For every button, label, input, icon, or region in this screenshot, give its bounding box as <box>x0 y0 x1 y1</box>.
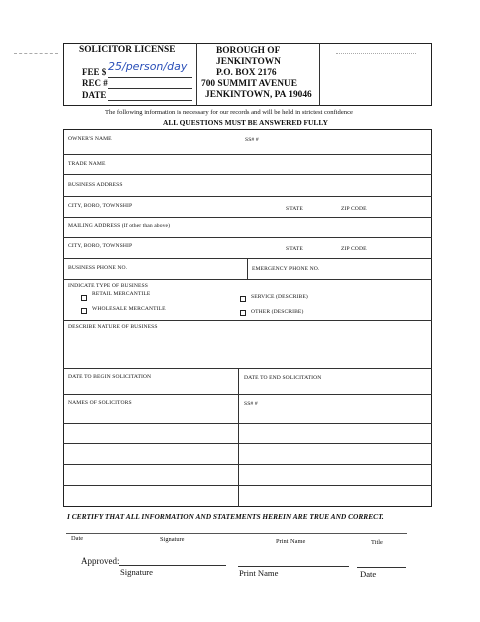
sign-row-date: Date <box>71 535 84 542</box>
rule-14 <box>63 485 432 486</box>
rule-10 <box>63 394 432 395</box>
names-solicitors-label: NAMES OF SOLICITORS <box>68 400 132 406</box>
header-divider-2 <box>319 43 320 106</box>
certify-statement: I CERTIFY THAT ALL INFORMATION AND STATEMENTS HEREIN ARE TRUE AND CORRECT. <box>67 512 384 521</box>
service-checkbox[interactable] <box>240 296 246 302</box>
sign-row-title: Title <box>371 539 383 546</box>
borough-line-5: JENKINTOWN, PA 19046 <box>205 90 312 100</box>
borough-line-2: JENKINTOWN <box>216 57 281 67</box>
rule-12 <box>63 443 432 444</box>
rule-1 <box>63 154 432 155</box>
rule-2 <box>63 174 432 175</box>
header-divider-1 <box>196 43 197 106</box>
fee-line <box>108 77 192 78</box>
borough-line-4: 700 SUMMIT AVENUE <box>201 79 298 89</box>
rule-3 <box>63 196 432 197</box>
rule-11 <box>63 423 432 424</box>
scan-mark-left <box>14 53 58 54</box>
date-end-label: DATE TO END SOLICITATION <box>244 375 322 381</box>
approved-date-label: Date <box>360 569 377 579</box>
date-divider <box>238 368 239 394</box>
mailing-address-label: MAILING ADDRESS (If other than above) <box>68 223 171 229</box>
approved-signature-label: Signature <box>120 567 153 577</box>
rule-5 <box>63 237 432 238</box>
indicate-type-label: INDICATE TYPE OF BUSINESS <box>68 283 148 289</box>
state-label-1: STATE <box>286 206 303 212</box>
ssn-label-2: SS# # <box>244 401 258 407</box>
license-title: SOLICITOR LICENSE <box>79 45 176 55</box>
rule-13 <box>63 464 432 465</box>
fee-label: FEE $ <box>82 67 107 77</box>
date-line <box>108 100 192 101</box>
other-checkbox[interactable] <box>240 310 246 316</box>
owners-name-label: OWNER'S NAME <box>68 136 112 142</box>
other-label: OTHER (DESCRIBE) <box>251 309 304 315</box>
retail-checkbox[interactable] <box>81 295 87 301</box>
business-phone-label: BUSINESS PHONE NO. <box>68 265 128 271</box>
wholesale-label: WHOLESALE MERCANTILE <box>92 306 166 312</box>
retail-label: RETAIL MERCANTILE <box>92 291 151 297</box>
borough-line-3: P.O. BOX 2176 <box>216 68 277 78</box>
city-label-1: CITY, BORO, TOWNSHIP <box>68 203 133 209</box>
date-label: DATE <box>82 90 107 100</box>
business-address-label: BUSINESS ADDRESS <box>68 182 123 188</box>
solicitors-divider <box>238 394 239 507</box>
rec-line <box>108 88 192 89</box>
rule-8 <box>63 320 432 321</box>
date-begin-label: DATE TO BEGIN SOLICITATION <box>68 374 152 380</box>
rule-4 <box>63 217 432 218</box>
trade-name-label: TRADE NAME <box>68 161 106 167</box>
approved-signature-line <box>119 565 226 566</box>
state-label-2: STATE <box>286 246 303 252</box>
approved-print-line <box>238 566 349 567</box>
service-label: SERVICE (DESCRIBE) <box>251 294 308 300</box>
sign-row-line <box>66 533 407 534</box>
rec-label: REC # <box>82 78 108 88</box>
city-label-2: CITY, BORO, TOWNSHIP <box>68 243 133 249</box>
rule-7 <box>63 279 432 280</box>
borough-line-1: BOROUGH OF <box>216 46 281 56</box>
sign-row-print-name: Print Name <box>276 538 306 545</box>
approved-print-name-label: Print Name <box>239 568 279 578</box>
approved-label: Approved: <box>81 556 120 566</box>
zip-label-2: ZIP CODE <box>341 246 367 252</box>
notice-line-2: ALL QUESTIONS MUST BE ANSWERED FULLY <box>163 118 328 127</box>
approved-date-line <box>357 567 406 568</box>
zip-label-1: ZIP CODE <box>341 206 367 212</box>
phone-divider <box>247 258 248 279</box>
ssn-label: SS# # <box>245 137 259 143</box>
fee-value: 25/person/day <box>108 60 188 73</box>
describe-nature-label: DESCRIBE NATURE OF BUSINESS <box>68 324 158 330</box>
wholesale-checkbox[interactable] <box>81 308 87 314</box>
emergency-phone-label: EMERGENCY PHONE NO. <box>252 266 320 272</box>
sign-row-signature: Signature <box>160 536 185 543</box>
notice-line-1: The following information is necessary for our records and will be held in strictest confidence <box>105 109 353 116</box>
rule-9 <box>63 368 432 369</box>
